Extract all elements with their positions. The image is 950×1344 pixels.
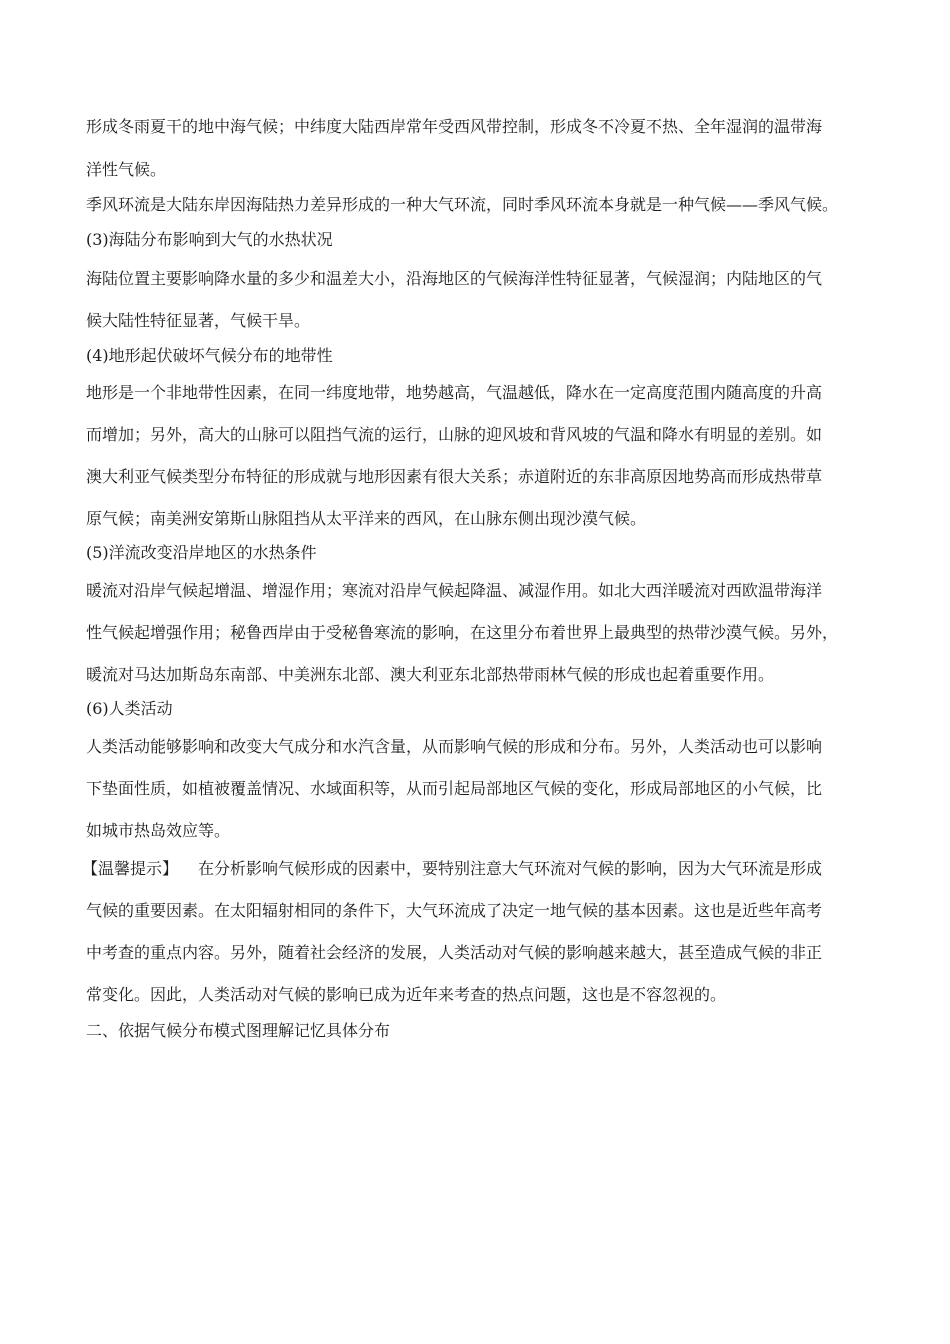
section-heading: 二、依据气候分布模式图理解记忆具体分布 bbox=[86, 1021, 391, 1040]
tip-line: 常变化。因此，人类活动对气候的影响已成为近年来考查的热点问题，这也是不容忽视的。 bbox=[86, 985, 727, 1004]
tip-first-line bbox=[82, 858, 876, 880]
tip-line: 气候的重要因素。在太阳辐射相同的条件下，大气环流成了决定一地气候的基本因素。这也是近些年高考 bbox=[86, 901, 823, 920]
paragraph-line: 原气候；南美洲安第斯山脉阻挡从太平洋来的西风，在山脉东侧出现沙漠气候。 bbox=[86, 509, 647, 528]
subheading-ocean-land: (3)海陆分布影响到大气的水热状况 bbox=[86, 230, 333, 249]
subheading-human-activity: (6)人类活动 bbox=[86, 699, 173, 718]
paragraph-line: 性气候起增强作用；秘鲁西岸由于受秘鲁寒流的影响，在这里分布着世界上最典型的热带沙漠气候。另外， bbox=[86, 623, 839, 642]
paragraph-line: 形成冬雨夏干的地中海气候；中纬度大陆西岸常年受西风带控制，形成冬不冷夏不热、全年湿润的温带海 bbox=[86, 117, 823, 136]
paragraph-line: 澳大利亚气候类型分布特征的形成就与地形因素有很大关系；赤道附近的东非高原因地势高而形成热带草 bbox=[86, 467, 823, 486]
paragraph-line: 海陆位置主要影响降水量的多少和温差大小，沿海地区的气候海洋性特征显著，气候湿润；内陆地区的气 bbox=[86, 269, 823, 288]
paragraph-line: 洋性气候。 bbox=[86, 160, 167, 179]
paragraph-line: 暖流对马达加斯岛东南部、中美洲东北部、澳大利亚东北部热带雨林气候的形成也起着重要作用。 bbox=[86, 665, 775, 684]
subheading-ocean-currents: (5)洋流改变沿岸地区的水热条件 bbox=[86, 543, 317, 562]
paragraph-line: 下垫面性质，如植被覆盖情况、水域面积等，从而引起局部地区气候的变化，形成局部地区的小气候，比 bbox=[86, 779, 823, 798]
tip-text: 在分析影响气候形成的因素中，要特别注意大气环流对气候的影响，因为大气环流是形成 bbox=[198, 859, 823, 878]
paragraph-line: 人类活动能够影响和改变大气成分和水汽含量，从而影响气候的形成和分布。另外，人类活动也可以影响 bbox=[86, 737, 823, 756]
subheading-terrain: (4)地形起伏破坏气候分布的地带性 bbox=[86, 346, 333, 365]
paragraph-line: 候大陆性特征显著，气候干旱。 bbox=[86, 311, 311, 330]
paragraph-line: 如城市热岛效应等。 bbox=[86, 821, 231, 840]
paragraph-line: 暖流对沿岸气候起增温、增湿作用；寒流对沿岸气候起降温、减湿作用。如北大西洋暖流对西欧温带海洋 bbox=[86, 581, 823, 600]
tip-line: 中考查的重点内容。另外，随着社会经济的发展，人类活动对气候的影响越来越大，甚至造成气候的非正 bbox=[86, 943, 823, 962]
paragraph-line: 地形是一个非地带性因素，在同一纬度地带，地势越高，气温越低，降水在一定高度范围内随高度的升高 bbox=[86, 383, 823, 402]
tip-label: 【温馨提示】 bbox=[82, 859, 179, 878]
paragraph-line: 而增加；另外，高大的山脉可以阻挡气流的运行，山脉的迎风坡和背风坡的气温和降水有明显的差别。如 bbox=[86, 425, 823, 444]
paragraph-line: 季风环流是大陆东岸因海陆热力差异形成的一种大气环流，同时季风环流本身就是一种气候——季风气候。 bbox=[86, 195, 839, 214]
